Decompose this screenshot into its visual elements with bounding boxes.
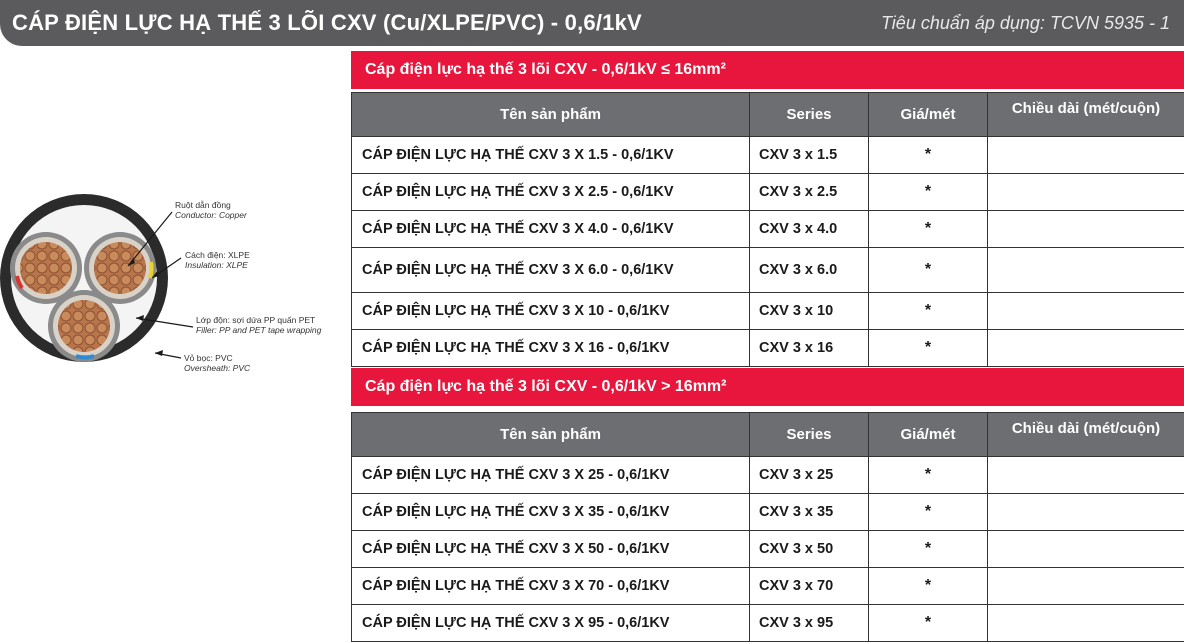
product-price: * <box>869 568 988 605</box>
product-series: CXV 3 x 25 <box>750 457 869 494</box>
product-length <box>988 174 1184 211</box>
product-series: CXV 3 x 4.0 <box>750 211 869 248</box>
col-series-header: Series <box>750 413 869 457</box>
product-series: CXV 3 x 1.5 <box>750 137 869 174</box>
product-name: CÁP ĐIỆN LỰC HẠ THẾ CXV 3 X 95 - 0,6/1KV <box>352 605 750 642</box>
product-table-large <box>351 412 1184 642</box>
product-price: * <box>869 531 988 568</box>
page-title: CÁP ĐIỆN LỰC HẠ THẾ 3 LÕI CXV (Cu/XLPE/PVC) - 0,6/1kV <box>12 10 642 36</box>
col-price-header: Giá/mét <box>869 413 988 457</box>
product-price: * <box>869 457 988 494</box>
product-length <box>988 457 1184 494</box>
product-price: * <box>869 330 988 367</box>
filler-label-vi: Lớp độn: sợi dứa PP quấn PET <box>196 315 315 325</box>
table-row <box>352 137 1184 174</box>
product-name: CÁP ĐIỆN LỰC HẠ THẾ CXV 3 X 50 - 0,6/1KV <box>352 531 750 568</box>
table-header-row <box>352 93 1184 137</box>
product-price: * <box>869 137 988 174</box>
product-price: * <box>869 211 988 248</box>
product-series: CXV 3 x 6.0 <box>750 248 869 293</box>
product-length <box>988 568 1184 605</box>
oversheath-label-vi: Vỏ bọc: PVC <box>184 353 233 363</box>
cable-cross-section-illustration <box>0 190 345 390</box>
product-length <box>988 605 1184 642</box>
product-name: CÁP ĐIỆN LỰC HẠ THẾ CXV 3 X 10 - 0,6/1KV <box>352 293 750 330</box>
table-header-row <box>352 413 1184 457</box>
product-series: CXV 3 x 2.5 <box>750 174 869 211</box>
product-series: CXV 3 x 70 <box>750 568 869 605</box>
table-row <box>352 248 1184 293</box>
product-price: * <box>869 293 988 330</box>
standard-note: Tiêu chuẩn áp dụng: TCVN 5935 - 1 <box>881 13 1170 34</box>
col-length-header: Chiều dài (mét/cuộn) <box>988 93 1184 137</box>
filler-label-en: Filler: PP and PET tape wrapping <box>196 325 322 335</box>
product-table-small <box>351 92 1184 367</box>
product-name: CÁP ĐIỆN LỰC HẠ THẾ CXV 3 X 1.5 - 0,6/1KV <box>352 137 750 174</box>
table-row <box>352 174 1184 211</box>
section-title-large: Cáp điện lực hạ thế 3 lõi CXV - 0,6/1kV > 16mm² <box>351 368 1184 406</box>
col-name-header: Tên sản phẩm <box>352 413 750 457</box>
table-row <box>352 568 1184 605</box>
header-bar <box>0 0 1184 46</box>
col-name-header: Tên sản phẩm <box>352 93 750 137</box>
product-series: CXV 3 x 10 <box>750 293 869 330</box>
product-price: * <box>869 248 988 293</box>
col-length-header: Chiều dài (mét/cuộn) <box>988 413 1184 457</box>
product-length <box>988 531 1184 568</box>
product-length <box>988 137 1184 174</box>
product-length <box>988 211 1184 248</box>
table-row <box>352 211 1184 248</box>
product-length <box>988 330 1184 367</box>
table-row <box>352 605 1184 642</box>
table-row <box>352 293 1184 330</box>
product-series: CXV 3 x 95 <box>750 605 869 642</box>
product-price: * <box>869 494 988 531</box>
insulation-label-vi: Cách điện: XLPE <box>185 250 250 260</box>
table-row <box>352 531 1184 568</box>
product-name: CÁP ĐIỆN LỰC HẠ THẾ CXV 3 X 6.0 - 0,6/1KV <box>352 248 750 293</box>
section-title-small: Cáp điện lực hạ thế 3 lõi CXV - 0,6/1kV ≤ 16mm² <box>351 51 1184 89</box>
product-length <box>988 494 1184 531</box>
insulation-label-en: Insulation: XLPE <box>185 260 248 270</box>
product-name: CÁP ĐIỆN LỰC HẠ THẾ CXV 3 X 70 - 0,6/1KV <box>352 568 750 605</box>
product-name: CÁP ĐIỆN LỰC HẠ THẾ CXV 3 X 4.0 - 0,6/1KV <box>352 211 750 248</box>
product-name: CÁP ĐIỆN LỰC HẠ THẾ CXV 3 X 2.5 - 0,6/1KV <box>352 174 750 211</box>
product-series: CXV 3 x 16 <box>750 330 869 367</box>
product-price: * <box>869 174 988 211</box>
product-name: CÁP ĐIỆN LỰC HẠ THẾ CXV 3 X 35 - 0,6/1KV <box>352 494 750 531</box>
product-length <box>988 293 1184 330</box>
table-row <box>352 457 1184 494</box>
cable-cross-section-diagram <box>0 190 345 390</box>
col-series-header: Series <box>750 93 869 137</box>
product-name: CÁP ĐIỆN LỰC HẠ THẾ CXV 3 X 25 - 0,6/1KV <box>352 457 750 494</box>
product-series: CXV 3 x 50 <box>750 531 869 568</box>
conductor-label-vi: Ruột dẫn đồng <box>175 200 231 210</box>
product-series: CXV 3 x 35 <box>750 494 869 531</box>
conductor-label-en: Conductor: Copper <box>175 210 248 220</box>
col-price-header: Giá/mét <box>869 93 988 137</box>
product-price: * <box>869 605 988 642</box>
table-row <box>352 494 1184 531</box>
product-name: CÁP ĐIỆN LỰC HẠ THẾ CXV 3 X 16 - 0,6/1KV <box>352 330 750 367</box>
oversheath-label-en: Oversheath: PVC <box>184 363 251 373</box>
product-length <box>988 248 1184 293</box>
table-row <box>352 330 1184 367</box>
